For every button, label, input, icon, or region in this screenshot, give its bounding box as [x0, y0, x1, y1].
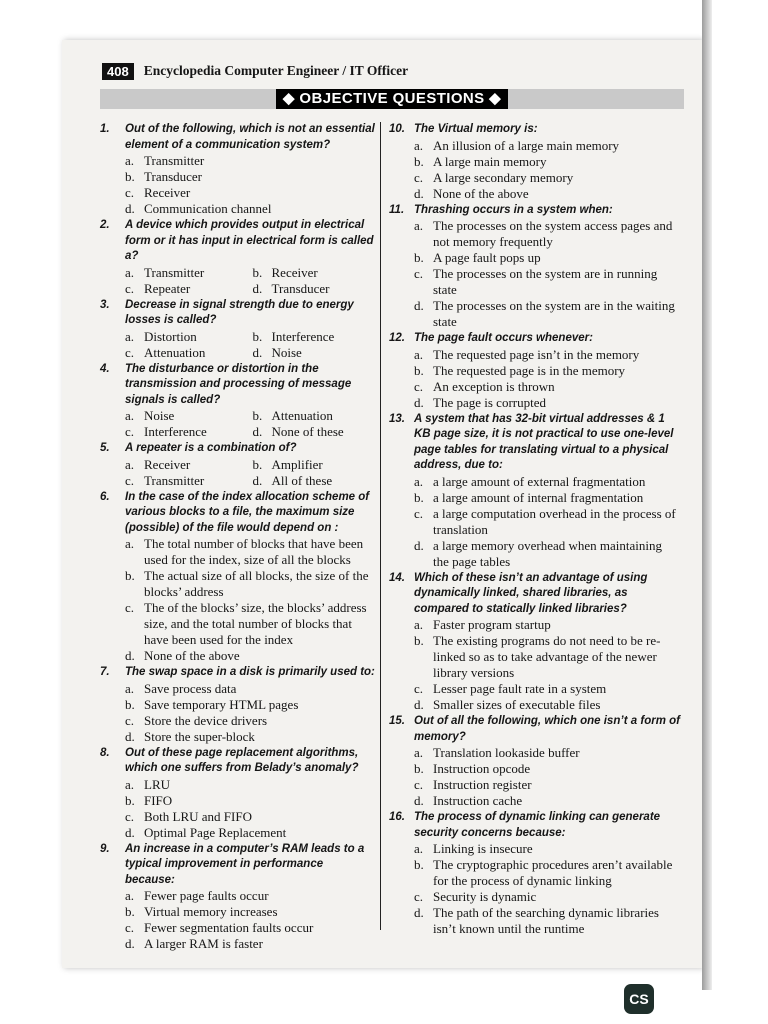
option-item [125, 201, 376, 217]
option-text: The requested page is in the memory [433, 362, 626, 378]
option-item [125, 648, 376, 664]
option-item [253, 473, 377, 489]
option-item [125, 153, 376, 169]
column-divider [380, 122, 381, 930]
question-text: The disturbance or distortion in the transmission and processing of message signals is called? [125, 362, 352, 406]
question-item [100, 665, 376, 745]
option-letter: b. [125, 696, 135, 712]
question-number: 2. [100, 219, 110, 231]
option-item [414, 250, 681, 266]
option-letter: d. [252, 280, 263, 296]
option-item [125, 936, 376, 952]
option-text: The existing programs do not need to be re-linked so as to take advantage of the newer library versions [433, 633, 661, 680]
option-text: a large amount of internal fragmentation [433, 489, 644, 505]
page-number: 408 [102, 63, 134, 80]
option-letter: c. [414, 777, 424, 792]
question-item [389, 412, 681, 570]
page-header [102, 60, 408, 82]
option-letter: d. [252, 424, 263, 439]
question-number: 8. [100, 746, 110, 759]
options-list [125, 329, 376, 361]
option-letter: a. [125, 888, 135, 903]
option-text: The actual size of all blocks, the size of the blocks’ address [144, 568, 369, 599]
question-body [125, 746, 376, 841]
option-letter: b. [414, 761, 424, 776]
option-text: The requested page isn’t in the memory [433, 346, 640, 362]
option-letter: c. [125, 600, 135, 615]
question-body [125, 298, 376, 361]
option-text: Receiver [144, 185, 191, 200]
option-letter: b. [252, 456, 263, 472]
option-item [253, 457, 377, 473]
option-item [125, 185, 376, 201]
option-letter: b. [252, 408, 263, 423]
option-text: Repeater [144, 280, 191, 296]
option-item [125, 265, 249, 281]
option-text: Fewer segmentation faults occur [144, 920, 314, 935]
option-text: Instruction register [433, 777, 532, 792]
section-title: ◆ OBJECTIVE QUESTIONS ◆ [276, 89, 508, 109]
option-text: Translation lookaside buffer [433, 745, 580, 760]
option-item [125, 281, 249, 297]
option-text: Linking is insecure [433, 841, 533, 856]
question-text: The process of dynamic linking can generate security concerns because: [414, 811, 661, 839]
question-text: An increase in a computer’s RAM leads to a typical improvement in performance because: [125, 842, 365, 886]
option-letter: d. [414, 394, 424, 410]
option-item [414, 154, 681, 170]
option-letter: c. [125, 712, 135, 728]
option-letter: d. [125, 728, 135, 744]
question-item [100, 746, 376, 841]
option-text: The processes on the system access pages and not memory frequently [433, 218, 673, 249]
question-item [100, 490, 376, 665]
option-letter: b. [125, 904, 135, 919]
option-item [414, 633, 681, 681]
option-item [253, 329, 377, 345]
option-text: Noise [271, 344, 302, 360]
option-item [125, 536, 376, 568]
option-item [414, 298, 681, 330]
option-letter: c. [414, 169, 424, 185]
option-letter: b. [252, 264, 263, 280]
question-item [389, 203, 681, 331]
option-letter: d. [414, 793, 424, 808]
option-text: A larger RAM is faster [144, 936, 263, 951]
option-letter: d. [414, 697, 424, 712]
option-letter: a. [414, 745, 424, 760]
option-letter: c. [125, 920, 135, 935]
option-letter: d. [414, 537, 424, 553]
option-letter: c. [414, 266, 424, 281]
option-text: None of these [271, 424, 344, 439]
question-item [100, 218, 376, 297]
left-column [100, 122, 376, 953]
option-text: Save process data [144, 680, 237, 696]
option-text: None of the above [433, 185, 529, 201]
option-text: Fewer page faults occur [144, 888, 269, 903]
question-item [389, 810, 681, 937]
option-text: The page is corrupted [433, 394, 546, 410]
option-item [414, 681, 681, 697]
option-item [414, 266, 681, 298]
question-item [389, 714, 681, 809]
option-item [414, 538, 681, 570]
option-letter: b. [414, 489, 424, 505]
question-body [125, 122, 376, 217]
question-number: 10. [389, 123, 405, 135]
option-letter: c. [125, 185, 135, 200]
option-letter: c. [125, 808, 135, 824]
option-text: Transmitter [144, 472, 205, 488]
option-item [414, 218, 681, 250]
options-list [125, 408, 376, 440]
question-number: 6. [100, 490, 110, 503]
question-body [125, 218, 376, 297]
options-list [414, 474, 681, 570]
question-body [414, 810, 681, 937]
option-item [125, 681, 376, 697]
option-text: An illusion of a large main memory [433, 137, 620, 153]
option-item [414, 905, 681, 937]
option-text: Both LRU and FIFO [144, 808, 252, 824]
option-letter: a. [125, 408, 135, 423]
question-item [100, 298, 376, 361]
option-letter: a. [125, 536, 135, 551]
option-letter: c. [414, 889, 424, 904]
option-item [414, 170, 681, 186]
option-item [253, 345, 377, 361]
option-item [414, 347, 681, 363]
option-text: Transducer [144, 169, 203, 184]
option-item [125, 408, 249, 424]
option-letter: c. [125, 424, 135, 439]
question-text: Out of these page replacement algorithms, which one suffers from Belady’s anomaly? [125, 746, 359, 774]
option-item [125, 424, 249, 440]
question-item [389, 122, 681, 202]
option-text: Lesser page fault rate in a system [433, 681, 607, 696]
question-body [414, 122, 681, 202]
option-text: Transmitter [144, 153, 205, 168]
option-item [125, 473, 249, 489]
question-number: 4. [100, 362, 110, 375]
option-text: The processes on the system are in the waiting state [433, 298, 675, 329]
option-letter: a. [414, 137, 424, 153]
option-item [125, 793, 376, 809]
option-text: Amplifier [271, 456, 323, 472]
option-letter: c. [414, 378, 424, 394]
question-item [389, 331, 681, 411]
option-text: a large computation overhead in the process of translation [433, 505, 676, 537]
options-list [125, 153, 376, 217]
option-text: Faster program startup [433, 617, 551, 632]
option-text: Instruction cache [433, 793, 523, 808]
option-letter: a. [125, 776, 135, 792]
option-text: a large amount of external fragmentation [433, 473, 646, 489]
question-item [389, 571, 681, 714]
option-letter: c. [414, 681, 424, 696]
option-text: Transmitter [144, 264, 205, 280]
option-item [414, 379, 681, 395]
option-letter: d. [125, 648, 135, 663]
option-letter: b. [125, 568, 135, 583]
question-number: 1. [100, 123, 110, 135]
option-letter: b. [125, 792, 135, 808]
option-item [125, 600, 376, 648]
option-text: Interference [271, 328, 335, 344]
option-text: FIFO [144, 792, 173, 808]
option-text: Distortion [144, 328, 197, 344]
option-item [125, 457, 249, 473]
option-letter: b. [414, 250, 424, 265]
option-item [125, 777, 376, 793]
page-edge [702, 0, 712, 990]
option-item [414, 793, 681, 809]
question-number: 15. [389, 715, 405, 727]
option-text: Security is dynamic [433, 889, 537, 904]
option-item [414, 138, 681, 154]
option-letter: d. [125, 201, 135, 216]
option-letter: d. [414, 185, 424, 201]
option-item [125, 169, 376, 185]
options-list [125, 536, 376, 664]
question-number: 5. [100, 442, 110, 454]
option-text: The path of the searching dynamic libraries isn’t known until the runtime [433, 905, 659, 936]
option-item [125, 920, 376, 936]
question-text: The Virtual memory is: [414, 123, 538, 135]
question-number: 11. [389, 203, 405, 216]
option-item [253, 265, 377, 281]
option-text: Attenuation [271, 408, 333, 423]
question-body [414, 412, 681, 570]
option-item [414, 186, 681, 202]
options-list [414, 347, 681, 411]
option-letter: a. [125, 264, 135, 280]
option-text: Transducer [271, 280, 330, 296]
options-list [125, 457, 376, 489]
question-text: A device which provides output in electrical form or it has input in electrical form is called a? [125, 219, 374, 262]
option-letter: c. [125, 280, 135, 296]
question-text: The swap space in a disk is primarily used to: [125, 666, 375, 678]
option-text: Optimal Page Replacement [144, 824, 287, 840]
option-text: The total number of blocks that have been used for the index, size of all the blocks [144, 536, 364, 567]
option-letter: d. [125, 824, 135, 840]
camscanner-logo: CS [624, 984, 654, 1014]
options-list [414, 617, 681, 713]
option-item [414, 617, 681, 633]
question-item [100, 122, 376, 217]
option-letter: b. [414, 362, 424, 378]
option-item [414, 761, 681, 777]
option-item [125, 697, 376, 713]
option-text: Save temporary HTML pages [144, 696, 299, 712]
option-letter: b. [252, 328, 263, 344]
option-letter: a. [125, 680, 135, 696]
question-body [125, 842, 376, 953]
option-letter: a. [414, 473, 424, 489]
option-item [414, 889, 681, 905]
question-number: 12. [389, 332, 405, 344]
question-text: The page fault occurs whenever: [414, 332, 593, 344]
question-number: 13. [389, 412, 405, 425]
option-text: Smaller sizes of executable files [433, 697, 601, 712]
question-body [125, 441, 376, 489]
option-item [125, 888, 376, 904]
question-number: 7. [100, 666, 110, 678]
option-letter: a. [414, 218, 424, 233]
option-item [414, 857, 681, 889]
options-list [414, 138, 681, 202]
option-text: Attenuation [144, 344, 206, 360]
option-text: An exception is thrown [433, 378, 555, 394]
option-letter: a. [125, 456, 135, 472]
options-list [125, 265, 376, 297]
option-text: A large secondary memory [433, 169, 574, 185]
option-item [414, 506, 681, 538]
option-text: Instruction opcode [433, 761, 531, 776]
option-text: a large memory overhead when maintaining the page tables [433, 537, 662, 569]
question-body [414, 714, 681, 809]
book-page [62, 40, 702, 968]
question-body [125, 490, 376, 665]
section-banner [100, 89, 684, 109]
option-text: Receiver [144, 456, 191, 472]
options-list [125, 777, 376, 841]
option-letter: d. [252, 472, 263, 488]
option-letter: a. [414, 617, 424, 632]
option-letter: b. [125, 169, 135, 184]
option-letter: c. [125, 472, 135, 488]
option-text: Noise [144, 408, 175, 423]
option-item [414, 490, 681, 506]
option-letter: b. [414, 633, 424, 648]
option-text: A page fault pops up [433, 250, 541, 265]
option-letter: c. [414, 505, 424, 521]
question-item [100, 842, 376, 953]
option-letter: d. [414, 298, 424, 313]
option-text: Virtual memory increases [144, 904, 278, 919]
option-text: A large main memory [433, 153, 547, 169]
option-letter: a. [125, 153, 135, 168]
question-number: 3. [100, 298, 110, 311]
option-item [414, 363, 681, 379]
option-item [253, 424, 377, 440]
question-text: In the case of the index allocation scheme of various blocks to a file, the maximum size (possible) of the file would depend on : [125, 490, 370, 534]
option-item [414, 697, 681, 713]
question-body [414, 331, 681, 411]
option-letter: a. [414, 841, 424, 856]
option-text: Communication channel [144, 201, 272, 216]
option-letter: a. [414, 346, 424, 362]
option-letter: a. [125, 328, 135, 344]
option-text: LRU [144, 776, 170, 792]
question-item [100, 362, 376, 441]
option-item [414, 745, 681, 761]
option-letter: b. [414, 857, 424, 872]
question-body [414, 571, 681, 714]
question-body [414, 203, 681, 331]
question-body [125, 665, 376, 745]
option-item [414, 777, 681, 793]
question-text: A system that has 32-bit virtual addresses & 1 KB page size, it is not practical to use one-level page tables for translating virtual to a physical address, due to: [414, 412, 674, 471]
option-item [125, 825, 376, 841]
option-item [125, 345, 249, 361]
option-item [414, 841, 681, 857]
option-item [125, 729, 376, 745]
option-text: All of these [271, 472, 333, 488]
question-text: Out of all the following, which one isn’t a form of memory? [414, 715, 680, 743]
option-text: None of the above [144, 648, 240, 663]
question-text: A repeater is a combination of? [125, 442, 297, 454]
option-text: Store the device drivers [144, 712, 268, 728]
option-letter: d. [414, 905, 424, 920]
option-letter: d. [125, 936, 135, 951]
option-item [125, 713, 376, 729]
option-item [125, 568, 376, 600]
options-list [414, 841, 681, 937]
option-item [253, 408, 377, 424]
question-number: 16. [389, 811, 405, 823]
question-item [100, 441, 376, 489]
option-letter: d. [252, 344, 263, 360]
options-list [125, 888, 376, 952]
option-item [125, 904, 376, 920]
question-text: Which of these isn’t an advantage of using dynamically linked, shared libraries, as compared to statically linked libraries? [414, 571, 648, 615]
options-list [125, 681, 376, 745]
option-item [414, 395, 681, 411]
options-list [414, 218, 681, 330]
option-letter: b. [414, 153, 424, 169]
option-text: Receiver [271, 264, 318, 280]
option-item [253, 281, 377, 297]
options-list [414, 745, 681, 809]
option-text: Interference [144, 424, 207, 439]
option-text: The cryptographic procedures aren’t available for the process of dynamic linking [433, 857, 673, 888]
option-text: The of the blocks’ size, the blocks’ address size, and the total number of blocks that have been used for the index [144, 600, 367, 647]
question-text: Out of the following, which is not an essential element of a communication system? [125, 123, 375, 151]
option-letter: c. [125, 344, 135, 360]
option-text: The processes on the system are in running state [433, 266, 658, 297]
book-title: Encyclopedia Computer Engineer / IT Officer [143, 63, 409, 78]
option-item [414, 474, 681, 490]
option-text: Store the super-block [144, 728, 255, 744]
right-column [389, 122, 681, 938]
question-number: 9. [100, 842, 110, 855]
option-item [125, 329, 249, 345]
question-text: Decrease in signal strength due to energy losses is called? [125, 298, 354, 326]
question-number: 14. [389, 571, 405, 584]
option-item [125, 809, 376, 825]
question-text: Thrashing occurs in a system when: [414, 203, 613, 216]
question-body [125, 362, 376, 441]
